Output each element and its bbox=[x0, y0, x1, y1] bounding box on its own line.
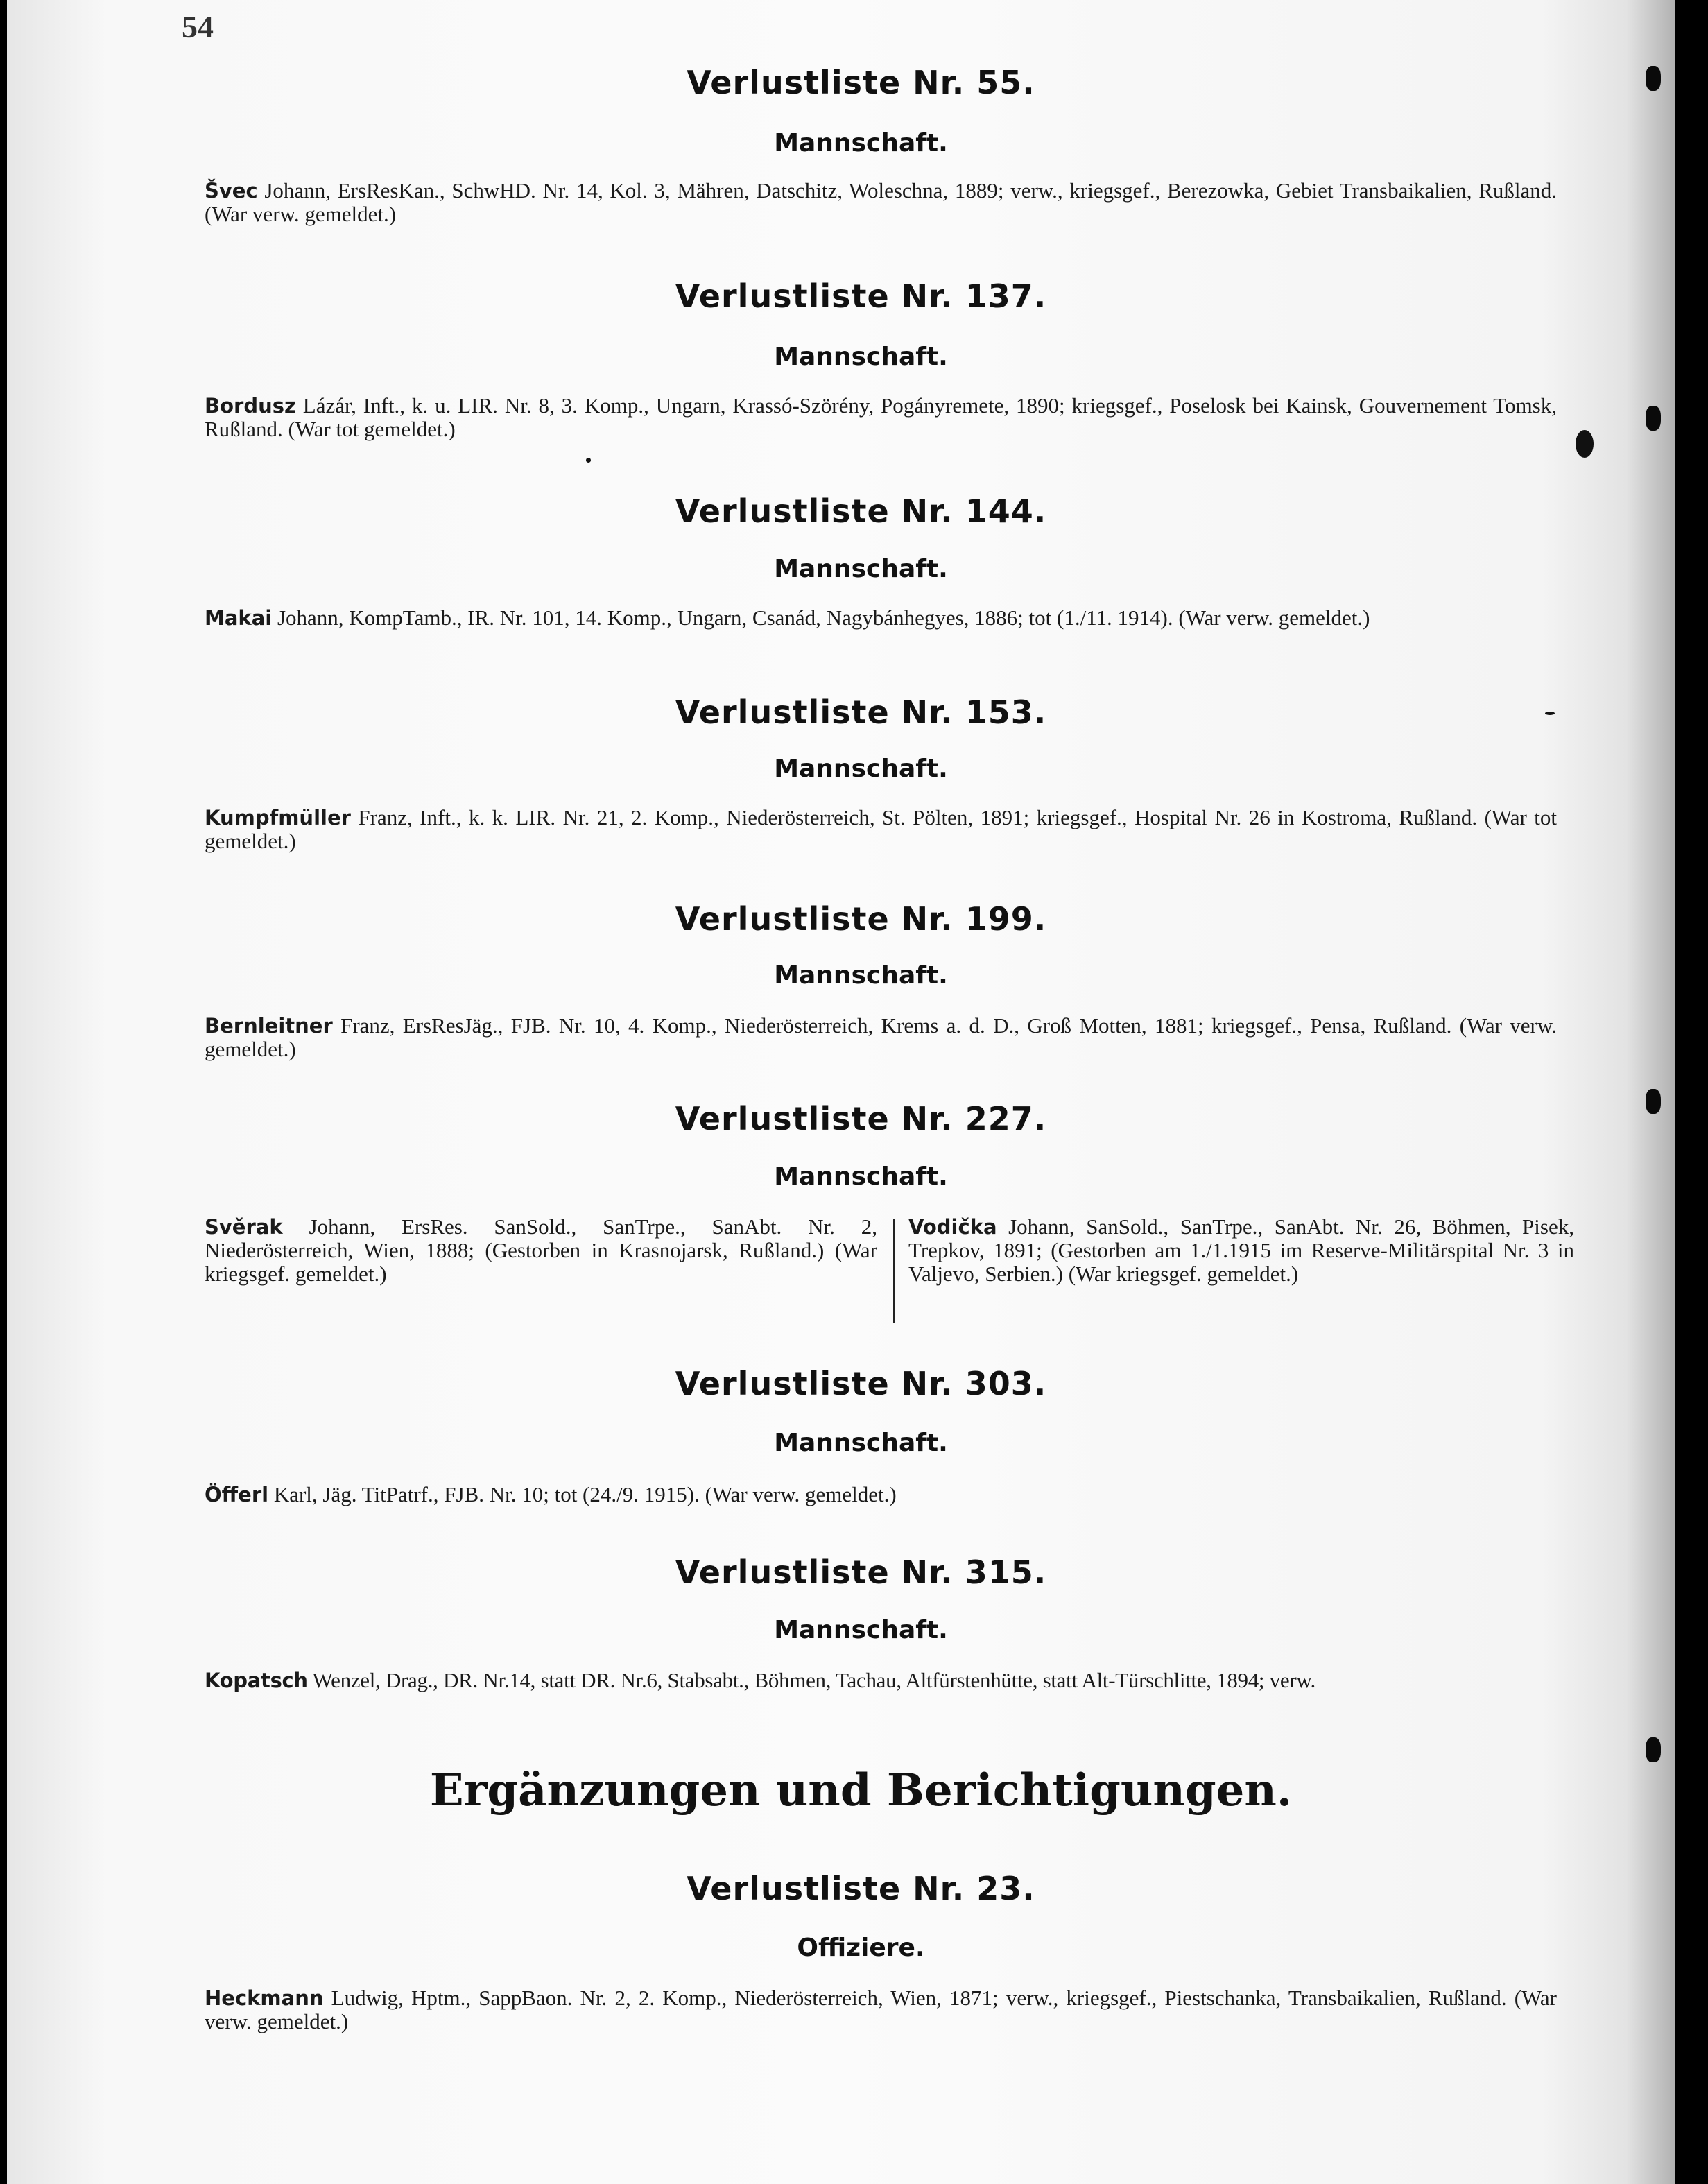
entry-text: Johann, KompTamb., IR. Nr. 101, 14. Komp., Ungarn, Csanád, Nagybánhegyes, 1886; tot (1./11. 1914). (War verw. gemeldet.) bbox=[272, 605, 1370, 630]
section-heading: Verlustliste Nr. 303. bbox=[675, 1365, 1047, 1402]
scanned-page bbox=[7, 0, 1675, 2184]
casualty-entry-right bbox=[908, 1215, 1574, 1286]
section-heading: Verlustliste Nr. 153. bbox=[675, 694, 1047, 731]
scan-speck bbox=[1576, 430, 1594, 458]
entry-text: Wenzel, Drag., DR. Nr.14, statt DR. Nr.6, Stabsabt., Böhmen, Tachau, Altfürstenhütte, statt Alt-Türschlitte, 1894; verw. bbox=[307, 1668, 1315, 1692]
supplement-entry bbox=[205, 1986, 1557, 2033]
section-heading: Verlustliste Nr. 137. bbox=[675, 277, 1047, 315]
section-heading: Verlustliste Nr. 199. bbox=[675, 900, 1047, 938]
section-subheading: Mannschaft. bbox=[774, 555, 948, 583]
entry-text: Franz, Inft., k. k. LIR. Nr. 21, 2. Komp., Niederösterreich, St. Pölten, 1891; kriegsgef., Hospital Nr. 26 in Kostroma, Rußland. (War tot gemeldet.) bbox=[205, 805, 1557, 853]
entry-text: Lázár, Inft., k. u. LIR. Nr. 8, 3. Komp., Ungarn, Krassó-Szörény, Pogányremete, 1890; kriegsgef., Poselosk bei Kainsk, Gouvernement Tomsk, Rußland. (War tot gemeldet.) bbox=[205, 393, 1557, 441]
section-subheading: Mannschaft. bbox=[774, 755, 948, 783]
column-divider bbox=[893, 1219, 895, 1323]
section-heading: Verlustliste Nr. 144. bbox=[675, 492, 1047, 530]
section-heading: Verlustliste Nr. 227. bbox=[675, 1100, 1047, 1137]
casualty-entry-left bbox=[205, 1215, 877, 1286]
entry-text: Franz, ErsResJäg., FJB. Nr. 10, 4. Komp., Niederösterreich, Krems a. d. D., Groß Motten, 1881; kriegsgef., Pensa, Rußland. (War verw. gemeldet.) bbox=[205, 1013, 1557, 1061]
casualty-entry bbox=[205, 1669, 1557, 1692]
section-subheading: Mannschaft. bbox=[774, 961, 948, 990]
scan-speck bbox=[586, 458, 591, 463]
page-number: 54 bbox=[182, 9, 214, 44]
entry-name: Kopatsch bbox=[205, 1669, 308, 1692]
entry-text: Johann, ErsRes. SanSold., SanTrpe., SanAbt. Nr. 2, Niederösterreich, Wien, 1888; (Gestorben in Krasnojarsk, Rußland.) (War kriegsgef. gemeldet.) bbox=[205, 1214, 877, 1286]
section-subheading: Mannschaft. bbox=[774, 129, 948, 157]
entry-name: Öfferl bbox=[205, 1483, 269, 1506]
entry-name: Švec bbox=[205, 179, 258, 203]
entry-name: Vodička bbox=[908, 1215, 997, 1239]
entry-text: Ludwig, Hptm., SappBaon. Nr. 2, 2. Komp., Niederösterreich, Wien, 1871; verw., kriegsgef., Piestschanka, Transbaikalien, Rußland. (War verw. gemeldet.) bbox=[205, 1986, 1557, 2033]
entry-text: Karl, Jäg. TitPatrf., FJB. Nr. 10; tot (24./9. 1915). (War verw. gemeldet.) bbox=[268, 1482, 897, 1506]
section-subheading: Mannschaft. bbox=[774, 1429, 948, 1457]
section-subheading: Mannschaft. bbox=[774, 1616, 948, 1644]
binding-mark bbox=[1646, 66, 1661, 91]
entry-text: Johann, ErsResKan., SchwHD. Nr. 14, Kol. 3, Mähren, Datschitz, Woleschna, 1889; verw., kriegsgef., Berezowka, Gebiet Transbaikalien, Rußland. (War verw. gemeldet.) bbox=[205, 178, 1557, 226]
supplement-section-heading: Verlustliste Nr. 23. bbox=[687, 1870, 1035, 1907]
section-subheading: Mannschaft. bbox=[774, 343, 948, 371]
binding-mark bbox=[1646, 1737, 1661, 1762]
binding-mark bbox=[1646, 1089, 1661, 1114]
casualty-entry bbox=[205, 394, 1557, 441]
entry-name: Svěrak bbox=[205, 1215, 283, 1239]
entry-text: Johann, SanSold., SanTrpe., SanAbt. Nr. 26, Böhmen, Pisek, Trepkov, 1891; (Gestorben am 1./1.1915 im Reserve-Militärspital Nr. 3 in Valjevo, Serbien.) (War kriegsgef. gemeldet.) bbox=[908, 1214, 1574, 1286]
entry-name: Bordusz bbox=[205, 394, 296, 418]
casualty-entry bbox=[205, 806, 1557, 853]
casualty-entry bbox=[205, 606, 1557, 630]
section-heading: Verlustliste Nr. 315. bbox=[675, 1554, 1047, 1591]
casualty-entry bbox=[205, 179, 1557, 226]
supplement-heading: Ergänzungen und Berichtigungen. bbox=[429, 1764, 1293, 1816]
entry-name: Bernleitner bbox=[205, 1014, 333, 1038]
section-subheading: Mannschaft. bbox=[774, 1162, 948, 1191]
entry-name: Heckmann bbox=[205, 1986, 324, 2010]
entry-name: Kumpfmüller bbox=[205, 806, 351, 829]
casualty-entry bbox=[205, 1014, 1557, 1061]
entry-name: Makai bbox=[205, 606, 273, 630]
binding-mark bbox=[1646, 406, 1661, 431]
section-heading: Verlustliste Nr. 55. bbox=[687, 64, 1035, 101]
casualty-entry bbox=[205, 1483, 1557, 1506]
supplement-subheading: Offiziere. bbox=[797, 1934, 925, 1962]
scan-speck bbox=[1545, 712, 1555, 715]
